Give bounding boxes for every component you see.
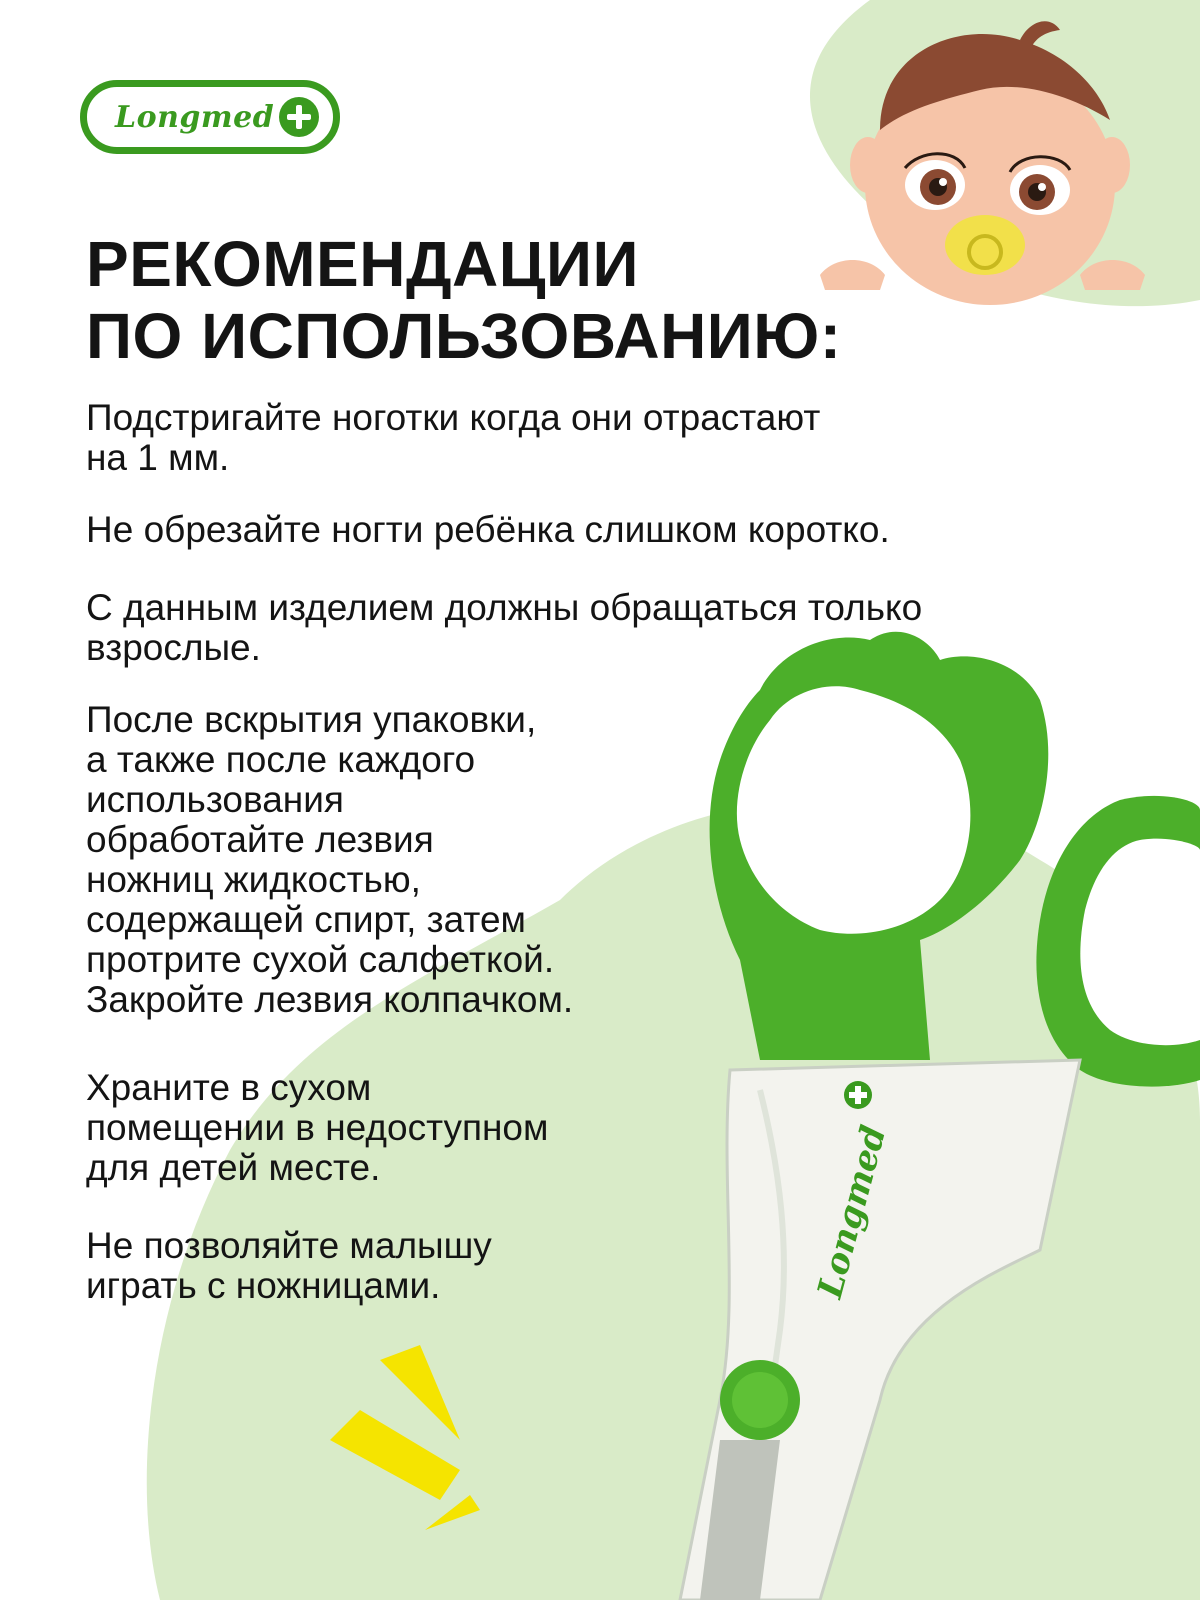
text-line: Подстригайте ноготки когда они отрастают <box>86 397 821 438</box>
text-line: для детей месте. <box>86 1147 381 1188</box>
text-line: С данным изделием должны обращаться только <box>86 587 923 628</box>
recommendation-adults-only <box>86 588 922 668</box>
recommendation-not-too-short <box>86 510 890 550</box>
text-line: помещении в недоступном <box>86 1107 549 1148</box>
svg-text:Longmed: Longmed <box>810 1121 895 1303</box>
text-line: Не обрезайте ногти ребёнка слишком коротко. <box>86 509 890 550</box>
logo-text: Longmed <box>115 100 275 135</box>
recommendation-storage <box>86 1068 548 1188</box>
text-line: содержащей спирт, затем <box>86 899 526 940</box>
text-line: обработайте лезвия <box>86 819 434 860</box>
text-line: Храните в сухом <box>86 1067 372 1108</box>
recommendation-trim-length <box>86 398 820 478</box>
text-line: на 1 мм. <box>86 437 230 478</box>
text-line: ножниц жидкостью, <box>86 859 421 900</box>
brand-logo <box>80 80 340 154</box>
recommendation-cleaning <box>86 700 573 1020</box>
text-line: После вскрытия упаковки, <box>86 699 537 740</box>
page-title <box>86 228 842 372</box>
text-line: Закройте лезвия колпачком. <box>86 979 574 1020</box>
text-line: а также после каждого <box>86 739 476 780</box>
text-line: использования <box>86 779 344 820</box>
title-line-2: ПО ИСПОЛЬЗОВАНИЮ: <box>86 300 842 372</box>
text-line: играть с ножницами. <box>86 1265 441 1306</box>
text-line: взрослые. <box>86 627 261 668</box>
medical-cross-icon <box>279 97 319 137</box>
recommendation-no-play <box>86 1226 492 1306</box>
text-line: протрите сухой салфеткой. <box>86 939 555 980</box>
text-line: Не позволяйте малышу <box>86 1225 492 1266</box>
title-line-1: РЕКОМЕНДАЦИИ <box>86 228 639 300</box>
